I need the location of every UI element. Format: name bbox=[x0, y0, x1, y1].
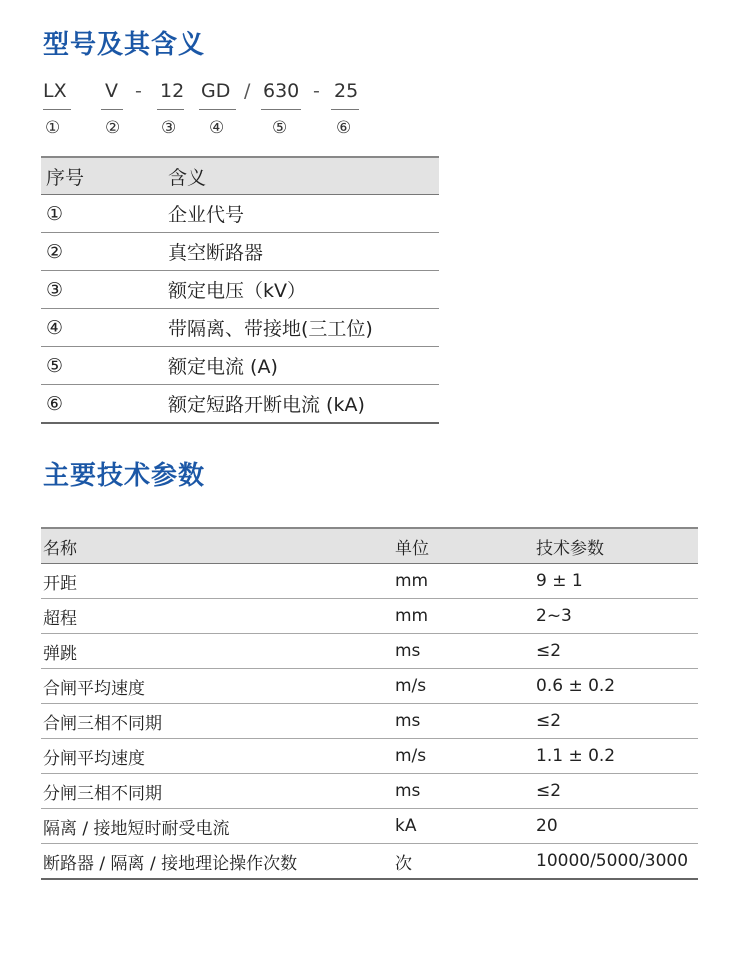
param-name: 分闸三相不同期 bbox=[41, 774, 395, 809]
table-row bbox=[41, 844, 698, 880]
table-row bbox=[41, 634, 698, 669]
column-header-meaning: 含义 bbox=[168, 157, 439, 195]
code-marker: ⑥ bbox=[336, 118, 352, 138]
code-separator: - bbox=[135, 80, 142, 102]
row-index: ② bbox=[41, 233, 168, 271]
param-name: 合闸平均速度 bbox=[41, 669, 395, 704]
table-row bbox=[41, 739, 698, 774]
table-row bbox=[41, 704, 698, 739]
model-code bbox=[43, 80, 383, 150]
row-meaning: 带隔离、带接地(三工位) bbox=[168, 309, 439, 347]
table-row bbox=[41, 385, 439, 424]
code-underline bbox=[157, 109, 184, 110]
param-name: 分闸平均速度 bbox=[41, 739, 395, 774]
section-title-model: 型号及其含义 bbox=[43, 30, 206, 60]
table-row bbox=[41, 809, 698, 844]
param-unit: m/s bbox=[395, 669, 536, 704]
code-segment-lx: LX bbox=[43, 80, 67, 102]
code-underline bbox=[261, 109, 301, 110]
param-value: 20 bbox=[536, 809, 698, 844]
row-meaning: 额定电流 (A) bbox=[168, 347, 439, 385]
row-index: ⑥ bbox=[41, 385, 168, 424]
param-value: 10000/5000/3000 bbox=[536, 844, 698, 880]
table-header-row bbox=[41, 528, 698, 564]
code-marker: ③ bbox=[161, 118, 177, 138]
column-header-value: 技术参数 bbox=[536, 528, 698, 564]
param-unit: ms bbox=[395, 634, 536, 669]
param-unit: ms bbox=[395, 774, 536, 809]
table-row bbox=[41, 347, 439, 385]
param-value: ≤2 bbox=[536, 704, 698, 739]
param-value: 9 ± 1 bbox=[536, 564, 698, 599]
row-meaning: 额定电压（kV） bbox=[168, 271, 439, 309]
code-segment-12: 12 bbox=[160, 80, 185, 102]
model-meaning-table bbox=[41, 156, 439, 424]
row-meaning: 额定短路开断电流 (kA) bbox=[168, 385, 439, 424]
code-marker: ① bbox=[45, 118, 61, 138]
code-segment-630: 630 bbox=[263, 80, 300, 102]
param-value: ≤2 bbox=[536, 774, 698, 809]
param-value: 0.6 ± 0.2 bbox=[536, 669, 698, 704]
code-separator: - bbox=[313, 80, 320, 102]
column-header-name: 名称 bbox=[41, 528, 395, 564]
param-unit: m/s bbox=[395, 739, 536, 774]
code-underline bbox=[331, 109, 359, 110]
section-title-specs: 主要技术参数 bbox=[43, 461, 206, 491]
param-name: 隔离 / 接地短时耐受电流 bbox=[41, 809, 395, 844]
row-index: ③ bbox=[41, 271, 168, 309]
param-unit: 次 bbox=[395, 844, 536, 880]
param-value: 1.1 ± 0.2 bbox=[536, 739, 698, 774]
column-header-unit: 单位 bbox=[395, 528, 536, 564]
column-header-index: 序号 bbox=[41, 157, 168, 195]
table-row bbox=[41, 599, 698, 634]
table-row bbox=[41, 233, 439, 271]
param-name: 开距 bbox=[41, 564, 395, 599]
table-row bbox=[41, 669, 698, 704]
table-row bbox=[41, 271, 439, 309]
row-index: ④ bbox=[41, 309, 168, 347]
table-row bbox=[41, 195, 439, 233]
row-meaning: 企业代号 bbox=[168, 195, 439, 233]
param-unit: kA bbox=[395, 809, 536, 844]
param-name: 断路器 / 隔离 / 接地理论操作次数 bbox=[41, 844, 395, 880]
row-meaning: 真空断路器 bbox=[168, 233, 439, 271]
param-name: 超程 bbox=[41, 599, 395, 634]
code-marker: ⑤ bbox=[272, 118, 288, 138]
code-underline bbox=[101, 109, 123, 110]
technical-parameters-table bbox=[41, 527, 698, 880]
code-marker: ② bbox=[105, 118, 121, 138]
table-row bbox=[41, 774, 698, 809]
param-name: 弹跳 bbox=[41, 634, 395, 669]
code-segment-25: 25 bbox=[334, 80, 359, 102]
param-unit: mm bbox=[395, 564, 536, 599]
table-header-row bbox=[41, 157, 439, 195]
code-segment-v: V bbox=[105, 80, 118, 102]
code-underline bbox=[43, 109, 71, 110]
param-unit: ms bbox=[395, 704, 536, 739]
row-index: ⑤ bbox=[41, 347, 168, 385]
code-underline bbox=[199, 109, 236, 110]
code-separator: / bbox=[244, 80, 251, 102]
param-unit: mm bbox=[395, 599, 536, 634]
param-value: 2~3 bbox=[536, 599, 698, 634]
param-value: ≤2 bbox=[536, 634, 698, 669]
code-marker: ④ bbox=[209, 118, 225, 138]
param-name: 合闸三相不同期 bbox=[41, 704, 395, 739]
row-index: ① bbox=[41, 195, 168, 233]
code-segment-gd: GD bbox=[201, 80, 231, 102]
table-row bbox=[41, 309, 439, 347]
table-row bbox=[41, 564, 698, 599]
